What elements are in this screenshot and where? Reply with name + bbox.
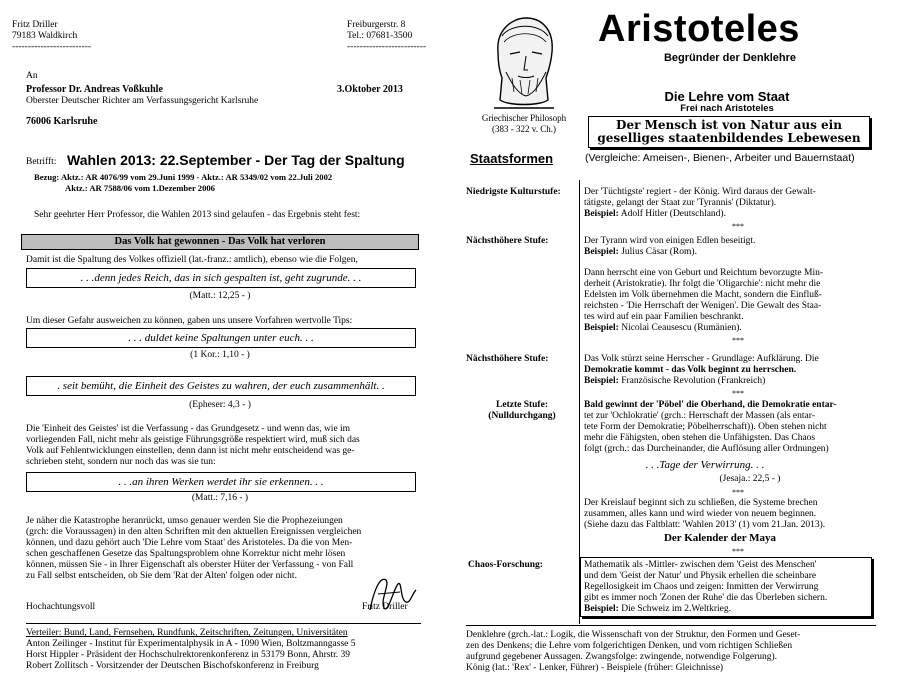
flyer-subtitle: Begründer der Denklehre <box>663 52 797 64</box>
stage-4-line-3: tete Form der Demokratie; Pöbelherrschaft)). Oben stehen nicht <box>584 422 827 432</box>
stage-2b-line-2: derheit (Aristokratie). Ihr folgt die 'Oligarchie': nicht mehr die <box>584 279 821 289</box>
stage-4-line-2: tet zur 'Ochlokratie' (grch.: Herrschaft der Massen (als entar- <box>584 411 815 421</box>
distribution-line-2: Anton Zeilinger - Institut für Experimentalphysik in A - 1090 Wien, Boltzmanngasse 5 <box>26 639 356 649</box>
quote-box-1: . . .denn jedes Reich, das in sich gespalten ist, geht zugrunde. . . <box>26 268 416 288</box>
stage-4-quote-reference: (Jesaja.: 22,5 - ) <box>719 474 781 484</box>
paragraph-4-line-4: schen geschaffenen Gesetze das Spaltungsproblem ohne Korrektur nicht mehr lösen <box>26 549 346 559</box>
stage-2b-line-1: Dann herrscht eine von Geburt und Reichtum bevorzugte Min- <box>584 268 824 278</box>
portrait-caption-1: Griechischer Philosoph <box>481 113 567 123</box>
stage-2b-line-4: reichsten - 'Die Herrschaft der Wenigen'. Die Gewalt des Staa- <box>584 301 822 311</box>
glossary-divider <box>466 625 876 626</box>
reference-line-2: Aktz.: AR 7588/06 vom 1.Dezember 2006 <box>65 183 215 193</box>
subject-line: Wahlen 2013: 22.September - Der Tag der Spaltung <box>67 152 405 168</box>
distribution-line-4: Robert Zollitsch - Vorsitzender der Deutschen Bischofskonferenz in Freiburg <box>26 661 319 671</box>
letter-date: 3.Oktober 2013 <box>337 84 403 95</box>
recipient-city: 76006 Karlsruhe <box>26 116 98 127</box>
quote-1-reference: (Matt.: 12,25 - ) <box>189 291 251 301</box>
glossary-line-2: zen des Denkens; die Lehre vom folgerichtigen Denken, und vom richtigen Schließen <box>466 641 793 651</box>
stage-4-quote: . . .Tage der Verwirrung. . . <box>645 459 765 471</box>
quote-box-2: . . . duldet keine Spaltungen unter euch. . . <box>26 328 416 348</box>
chaos-example: Beispiel: Die Schweiz im 2.Weltkrieg. <box>584 604 731 614</box>
paragraph-4-line-5: können, müssen Sie - in Ihrer Eigenschaft als oberster Hüter der Verfassung - von Fall <box>26 560 354 570</box>
stage-2b-line-3: Edelsten im Volk übernehmen die Macht, sondern die Einfluß- <box>584 290 822 300</box>
paragraph-4-line-2: (grch: die Voraussagen) in den alten Schriften mit den aktuellen Ereignissen vergleichen <box>26 527 362 537</box>
stage-4-line-1: Bald gewinnt der 'Pöbel' die Oberhand, die Demokratie entar- <box>584 400 837 410</box>
separator-stars-3: *** <box>732 389 744 398</box>
stage-3-label: Nächsthöhere Stufe: <box>466 354 549 364</box>
doctrine-subheading: Frei nach Aristoteles <box>680 103 774 114</box>
stage-3-line-2: Demokratie kommt - das Volk beginnt zu herrschen. <box>584 365 797 375</box>
recipient-name: Professor Dr. Andreas Voßkuhle <box>26 84 163 95</box>
quote-2-reference: (1 Kor.: 1,10 - ) <box>190 350 250 360</box>
chaos-label: Chaos-Forschung: <box>468 560 543 570</box>
flyer-title: Aristoteles <box>598 8 800 50</box>
sender-dashes-right: ------------------------- <box>347 42 427 52</box>
chaos-line-3: Regellosigkeit im Chaos und zeigen: Inmitten der Verwirrung <box>584 582 819 592</box>
motto-line-2: geselliges staatenbildendes Lebewesen <box>597 131 861 145</box>
stage-4-label-sub: (Nulldurchgang) <box>488 411 556 421</box>
paragraph-3-line-4: schrieben steht, sondern nur noch das was sie tun: <box>26 457 216 467</box>
glossary-line-3: aufgrund gegebener Aussagen. Zwangsfolge: zwingende, notwendige Folgerung). <box>466 652 778 662</box>
stage-2-label: Nächsthöhere Stufe: <box>466 236 549 246</box>
motto-line-1: Der Mensch ist von Natur aus ein <box>616 118 842 132</box>
stage-1-line-2: tätigste, gelangt der Staat zur 'Tyrannis' (Diktatur). <box>584 198 777 208</box>
paragraph-3-line-1: Die 'Einheit des Geistes' ist die Verfassung - das Grundgesetz - und wenn das, wie im <box>26 424 351 434</box>
stage-4-label: Letzte Stufe: <box>496 400 548 410</box>
cycle-line-1: Der Kreislauf beginnt sich zu schließen, die Systeme brechen <box>584 498 818 508</box>
aristotle-portrait-image <box>478 12 570 114</box>
stage-1-label: Niedrigste Kulturstufe: <box>466 187 561 197</box>
recipient-prefix: An <box>26 71 38 81</box>
separator-stars-5: *** <box>732 547 744 556</box>
paragraph-4-line-3: können, und dazu gehört auch 'Die Lehre vom Staat' des Aristoteles. Da die von Men- <box>26 538 353 548</box>
glossary-line-1: Denklehre (grch.-lat.: Logik, die Wissenschaft von der Struktur, den Formen und Geset- <box>466 630 801 640</box>
quote-box-3: . seit bemüht, die Einheit des Geistes zu wahren, der euch zusammenhält. . <box>26 376 416 396</box>
sender-phone: Tel.: 07681-3500 <box>347 31 413 41</box>
maya-calendar-line: Der Kalender der Maya <box>663 532 777 544</box>
closing: Hochachtungsvoll <box>26 602 96 612</box>
paragraph-3-line-3: Volk auf Fehlentwicklungen einstellen, denn dann ist nicht mehr entscheidend was ge- <box>26 446 355 456</box>
distribution-line-3: Horst Hippler - Präsident der Hochschulrektorenkonferenz in 53179 Bonn, Ahrstr. 39 <box>26 650 350 660</box>
paragraph-4-line-1: Je näher die Katastrophe heranrückt, umso genauer werden Sie die Prophezeiungen <box>26 516 343 526</box>
stage-2-example: Beispiel: Julius Cäsar (Rom). <box>584 247 697 257</box>
sender-dashes: ------------------------- <box>12 42 92 52</box>
sender-name: Fritz Driller <box>12 20 58 30</box>
stage-1-example: Beispiel: Adolf Hitler (Deutschland). <box>584 209 726 219</box>
subject-prefix: Betrifft: <box>26 157 57 167</box>
stage-3-line-1: Das Volk stürzt seine Herrscher - Grundlage: Aufklärung. Die <box>584 354 819 364</box>
motto-box <box>588 116 870 148</box>
separator-stars-4: *** <box>732 488 744 497</box>
chaos-box <box>580 557 872 617</box>
stage-4-line-4: mehr die Fähigsten, oben stehen die Unfähigsten. Das Chaos <box>584 433 816 443</box>
cycle-line-3: (Siehe dazu das Faltblatt: 'Wahlen 2013' (1) vom 21.Jan. 2013). <box>584 520 826 530</box>
stage-2b-line-5: tes wird auf ein paar Familien beschrankt. <box>584 312 744 322</box>
distribution-line-1: Verteiler: Bund, Land, Fernsehen, Rundfunk, Zeitschriften, Zeitungen, Universitäten <box>26 628 348 638</box>
quote-4-reference: (Matt.: 7,16 - ) <box>191 493 249 503</box>
paragraph-2: Um dieser Gefahr ausweichen zu können, gaben uns unsere Vorfahren wertvolle Tips: <box>26 316 353 326</box>
portrait-caption-2: (383 - 322 v. Ch.) <box>492 124 556 134</box>
chaos-line-2: und dem 'Geist der Natur' und Physik erhellen die scheinbare <box>584 571 817 581</box>
result-banner: Das Volk hat gewonnen - Das Volk hat verloren <box>21 234 419 250</box>
paragraph-1: Damit ist die Spaltung des Volkes offiziell (lat.-franz.: amtlich), ebenso wie die Folgen, <box>26 255 358 265</box>
salutation: Sehr geehrter Herr Professor, die Wahlen 2013 sind gelaufen - das Ergebnis steht fest: <box>34 210 361 220</box>
section-note: (Vergleiche: Ameisen-, Bienen-, Arbeiter und Bauernstaat) <box>585 152 855 164</box>
quote-3-reference: (Epheser: 4,3 - ) <box>189 400 251 410</box>
separator-stars-2: *** <box>732 336 744 345</box>
stage-2-line-1: Der Tyrann wird von einigen Edlen beseitigt. <box>584 236 756 246</box>
chaos-line-4: gibt es immer noch 'Zonen der Ruhe' die das Überleben sichern. <box>584 593 828 603</box>
section-title: Staatsformen <box>470 151 554 166</box>
separator-stars-1: *** <box>732 222 744 231</box>
stage-4-line-5: folgt (grch.: das Durcheinander, die Auflösung aller Ordnungen) <box>584 444 829 454</box>
paragraph-4-line-6: zu Fall selbst entscheiden, ob Sie dem 'Rat der Alten' folgen oder nicht. <box>26 571 297 581</box>
paragraph-3-line-2: vorliegenden Fall, nicht mehr als geistige Führungsgröße respektiert wird, muß sich das <box>26 435 360 445</box>
signature-name: Fritz Driller <box>362 602 408 612</box>
cycle-line-2: zusammen, alles kann und wird wieder von neuem beginnen. <box>584 509 817 519</box>
chaos-line-1: Mathematik als -Mittler- zwischen dem 'Geist des Menschen' <box>584 560 817 570</box>
stage-1-line-1: Der 'Tüchtigste' regiert - der König. Wird daraus der Gewalt- <box>584 187 816 197</box>
glossary-line-4: König (lat.: 'Rex' - Lenker, Führer) - Beispiele (früher: Gleichnisse) <box>466 663 724 673</box>
doctrine-heading: Die Lehre vom Staat <box>664 89 790 104</box>
stage-3-example: Beispiel: Französische Revolution (Frankreich) <box>584 376 766 386</box>
sender-city: 79183 Waldkirch <box>12 31 78 41</box>
sender-street: Freiburgerstr. 8 <box>347 20 406 30</box>
recipient-title: Oberster Deutscher Richter am Verfassungsgericht Karlsruhe <box>26 96 259 106</box>
reference-line-1: Bezug: Aktz.: AR 4076/99 vom 29.Juni 1999 - Aktz.: AR 5349/02 vom 22.Juli 2002 <box>34 172 333 182</box>
distribution-divider <box>26 623 421 624</box>
quote-box-4: . . .an ihren Werken werdet ihr sie erkennen. . . <box>26 472 416 492</box>
stage-2b-example: Beispiel: Nicolai Ceausescu (Rumänien). <box>584 323 742 333</box>
